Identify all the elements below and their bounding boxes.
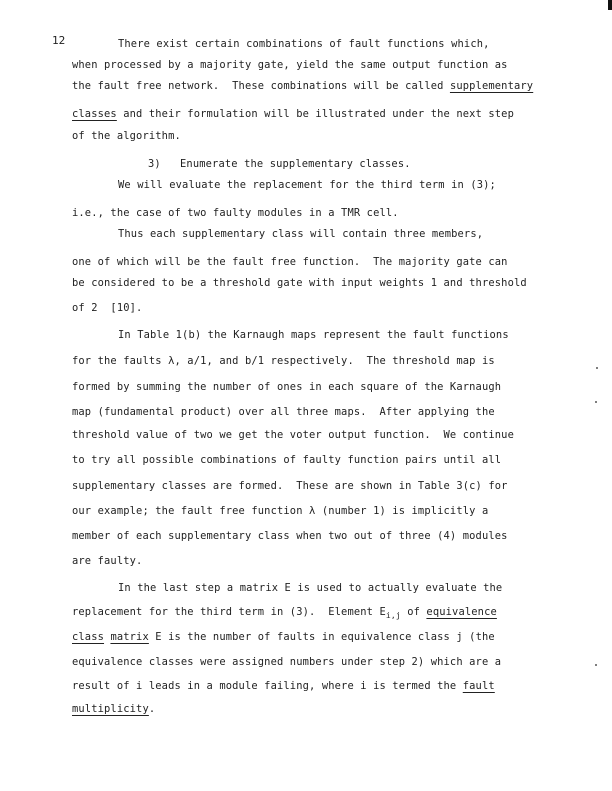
text-line xyxy=(72,555,142,567)
subscript: i,j xyxy=(385,611,401,621)
text-line xyxy=(72,130,181,142)
text-line xyxy=(72,302,142,314)
text-span: when processed by a majority gate, yield the same output function as xyxy=(72,59,508,71)
text-span: . xyxy=(148,703,156,715)
text-line xyxy=(72,207,399,219)
text-span: We will evaluate the replacement for the third term in (3); xyxy=(118,179,496,191)
text-line xyxy=(72,355,495,367)
text-line xyxy=(72,256,508,268)
text-span: supplementary classes are formed. These are shown in Table 3(c) for xyxy=(72,480,508,492)
text-line xyxy=(118,228,483,240)
text-span: are faulty. xyxy=(72,555,143,567)
text-span: of xyxy=(400,606,427,618)
underlined-term: supplementary xyxy=(449,80,534,92)
text-line xyxy=(118,582,502,594)
text-line xyxy=(118,329,509,341)
underlined-term: class xyxy=(72,631,105,643)
underlined-term: multiplicity xyxy=(72,703,149,715)
text-span: of the algorithm. xyxy=(72,130,181,142)
page-number: 12 xyxy=(52,34,66,47)
text-line xyxy=(72,480,508,492)
underlined-term: matrix xyxy=(110,631,149,643)
text-line xyxy=(72,680,495,692)
text-line xyxy=(72,656,501,668)
text-span: member of each supplementary class when two out of three (4) modules xyxy=(72,530,508,542)
text-span: be considered to be a threshold gate with input weights 1 and threshold xyxy=(72,277,527,289)
text-span: equivalence classes were assigned numbers under step 2) which are a xyxy=(72,656,502,668)
text-span: map (fundamental product) over all three maps. After applying the xyxy=(72,406,495,418)
text-line xyxy=(72,406,495,418)
text-span: In Table 1(b) the Karnaugh maps represent the fault functions xyxy=(118,329,509,341)
text-line xyxy=(72,59,508,71)
text-line xyxy=(72,703,155,715)
scan-speck xyxy=(595,664,597,666)
text-span: i.e., the case of two faulty modules in a TMR cell. xyxy=(72,207,399,219)
text-span: formed by summing the number of ones in each square of the Karnaugh xyxy=(72,381,502,393)
text-line xyxy=(72,277,527,289)
text-span: our example; the fault free function λ (number 1) is implicitly a xyxy=(72,505,489,517)
text-span: one of which will be the fault free function. The majority gate can xyxy=(72,256,508,268)
text-line xyxy=(72,631,495,643)
text-span: and their formulation will be illustrated under the next step xyxy=(116,108,514,120)
text-line xyxy=(72,530,508,542)
text-line xyxy=(148,158,411,170)
text-line xyxy=(72,80,533,92)
underlined-term: classes xyxy=(72,108,117,120)
text-span: There exist certain combinations of fault functions which, xyxy=(118,38,490,50)
text-line xyxy=(72,429,514,441)
scan-speck xyxy=(596,367,598,369)
underlined-term: equivalence xyxy=(426,606,497,618)
text-span: the fault free network. These combinations will be called xyxy=(72,80,450,92)
text-span: E is the number of faults in equivalence class j (the xyxy=(148,631,495,643)
text-line xyxy=(72,505,488,517)
text-line xyxy=(118,38,490,50)
text-line xyxy=(72,606,497,620)
underlined-term: fault xyxy=(462,680,495,692)
text-span: result of i leads in a module failing, where i is termed the xyxy=(72,680,463,692)
text-span: 3) Enumerate the supplementary classes. xyxy=(148,158,411,170)
text-span: In the last step a matrix E is used to actually evaluate the xyxy=(118,582,503,594)
text-line xyxy=(72,108,514,120)
text-span: for the faults λ, a/1, and b/1 respectively. The threshold map is xyxy=(72,355,495,367)
text-line xyxy=(72,454,501,466)
text-span: replacement for the third term in (3). Element E xyxy=(72,606,386,618)
text-line xyxy=(72,381,501,393)
text-span: threshold value of two we get the voter output function. We continue xyxy=(72,429,514,441)
scan-corner-mark xyxy=(608,0,612,10)
text-line xyxy=(118,179,496,191)
text-span: Thus each supplementary class will contain three members, xyxy=(118,228,484,240)
text-span: of 2 [10]. xyxy=(72,302,143,314)
scan-speck xyxy=(595,401,597,403)
text-span: to try all possible combinations of faulty function pairs until all xyxy=(72,454,502,466)
